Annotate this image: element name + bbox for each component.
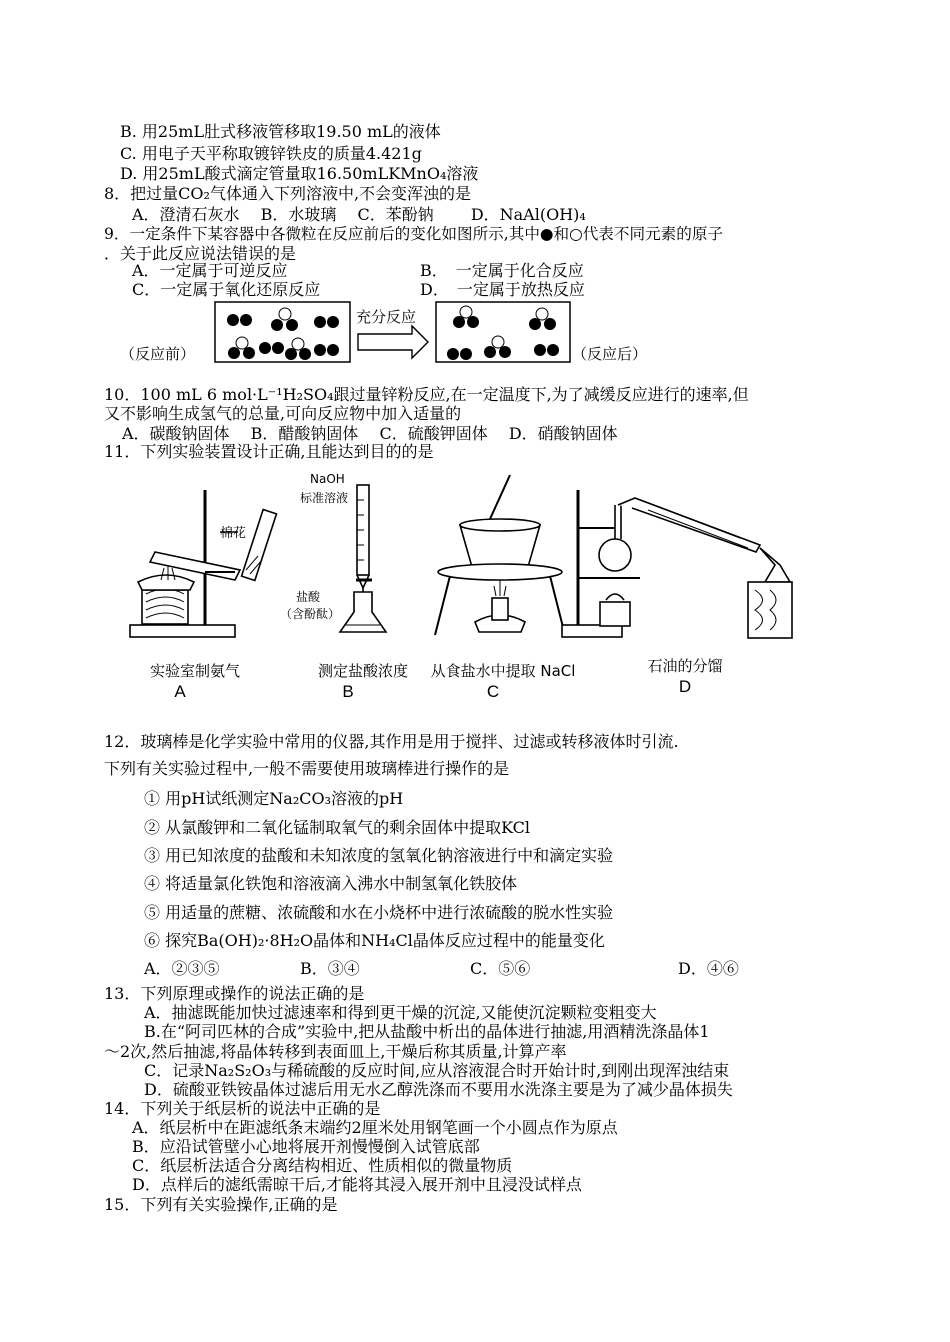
- q9-stem-2: ．关于此反应说法错误的是: [104, 244, 297, 263]
- q13-option-b-1: B.在“阿司匹林的合成”实验中,把从盐酸中析出的晶体进行抽滤,用酒精洗涤晶体1: [144, 1022, 710, 1041]
- label-naoh: NaOH: [310, 472, 345, 486]
- q7-option-b: B. 用25mL肚式移液管移取19.50 mL的液体: [120, 122, 441, 141]
- q12-option-d: D．④⑥: [678, 959, 739, 978]
- q9-option-a: A．一定属于可逆反应: [132, 261, 288, 280]
- q12-option-a: A．②③⑤: [144, 959, 220, 978]
- q13-option-c: C．记录Na₂S₂O₃与稀硫酸的反应时间,应从溶液混合时开始计时,到刚出现浑浊结束: [144, 1061, 730, 1080]
- caption-a: 实验室制氨气: [149, 662, 240, 680]
- reaction-arrow: [358, 326, 428, 358]
- q12-item-4: ④ 将适量氯化铁饱和溶液滴入沸水中制氢氧化铁胶体: [144, 874, 518, 893]
- q12-option-c: C．⑤⑥: [470, 959, 531, 978]
- q9-option-b: B． 一定属于化合反应: [420, 261, 584, 280]
- letter-a: A: [174, 682, 186, 701]
- q9-option-c: C．一定属于氧化还原反应: [132, 280, 321, 299]
- q13-stem: 13．下列原理或操作的说法正确的是: [104, 984, 365, 1003]
- q14-option-b: B．应沿试管壁小心地将展开剂慢慢倒入试管底部: [132, 1137, 480, 1156]
- apparatus-c: [435, 475, 565, 635]
- arrow-label: 充分反应: [356, 308, 417, 326]
- apparatus-svg: [120, 470, 810, 645]
- q9-stem-1: 9．一定条件下某容器中各微粒在反应前后的变化如图所示,其中●和○代表不同元素的原子: [104, 225, 724, 243]
- apparatus-a: [130, 490, 276, 637]
- q8-options: A．澄清石灰水 B．水玻璃 C．苯酚钠 D．NaAl(OH)₄: [132, 205, 586, 224]
- label-phenolphthalein: （含酚酞）: [280, 607, 341, 621]
- caption-b: 测定盐酸浓度: [317, 662, 408, 680]
- q7-option-c: C. 用电子天平称取镀锌铁皮的质量4.421g: [120, 144, 422, 163]
- before-label: （反应前）: [120, 345, 196, 363]
- q12-option-b: B．③④: [300, 959, 360, 978]
- q12-item-3: ③ 用已知浓度的盐酸和未知浓度的氢氧化钠溶液进行中和滴定实验: [144, 846, 614, 865]
- q14-option-a: A．纸层析中在距滤纸条末端约2厘米处用钢笔画一个小圆点作为原点: [132, 1118, 618, 1137]
- q14-option-d: D．点样后的滤纸需晾干后,才能将其浸入展开剂中且浸没试样点: [132, 1175, 582, 1194]
- label-standard-solution: 标准溶液: [300, 491, 349, 505]
- apparatus-d: [562, 490, 792, 638]
- q11-stem: 11．下列实验装置设计正确,且能达到目的的是: [104, 442, 434, 461]
- q12-stem-2: 下列有关实验过程中,一般不需要使用玻璃棒进行操作的是: [104, 759, 510, 778]
- q12-item-5: ⑤ 用适量的蔗糖、浓硫酸和水在小烧杯中进行浓硫酸的脱水性实验: [144, 903, 614, 922]
- q12-item-6: ⑥ 探究Ba(OH)₂·8H₂O晶体和NH₄Cl晶体反应过程中的能量变化: [144, 931, 605, 950]
- q13-option-a: A．抽滤既能加快过滤速率和得到更干燥的沉淀,又能使沉淀颗粒变粗变大: [144, 1003, 657, 1022]
- caption-d: 石油的分馏: [647, 657, 723, 675]
- q12-item-2: ② 从氯酸钾和二氧化锰制取氧气的剩余固体中提取KCl: [144, 818, 530, 837]
- caption-c: 从食盐水中提取 NaCl: [430, 662, 576, 680]
- q14-stem: 14．下列关于纸层析的说法中正确的是: [104, 1099, 381, 1118]
- label-hcl: 盐酸: [296, 590, 321, 604]
- q12-item-1: ① 用pH试纸测定Na₂CO₃溶液的pH: [144, 789, 404, 808]
- q9-option-d: D． 一定属于放热反应: [420, 280, 585, 299]
- q8-stem: 8．把过量CO₂气体通入下列溶液中,不会变浑浊的是: [104, 184, 472, 203]
- label-cotton: 棉花: [220, 526, 247, 541]
- q10-stem-2: 又不影响生成氢气的总量,可向反应物中加入适量的: [104, 404, 462, 423]
- q12-stem-1: 12．玻璃棒是化学实验中常用的仪器,其作用是用于搅拌、过滤或转移液体时引流.: [104, 732, 679, 751]
- q10-options: A．碳酸钠固体 B．醋酸钠固体 C．硫酸钾固体 D．硝酸钠固体: [122, 424, 618, 443]
- q9-reaction-diagram: [120, 298, 660, 370]
- q7-option-d: D. 用25mL酸式滴定管量取16.50mLKMnO₄溶液: [120, 164, 479, 183]
- q15-stem: 15．下列有关实验操作,正确的是: [104, 1195, 338, 1214]
- q11-apparatus-figure: [120, 470, 810, 710]
- q10-stem-1: 10．100 mL 6 mol·L⁻¹H₂SO₄跟过量锌粉反应,在一定温度下,为了减缓反应进行的速率,但: [104, 385, 749, 404]
- letter-c: C: [486, 682, 500, 701]
- letter-b: B: [342, 682, 354, 701]
- q13-option-d: D．硫酸亚铁铵晶体过滤后用无水乙醇洗涤而不要用水洗涤主要是为了减少晶体损失: [144, 1080, 733, 1099]
- q13-option-b-2: ～2次,然后抽滤,将晶体转移到表面皿上,干燥后称其质量,计算产率: [104, 1042, 567, 1061]
- letter-d: D: [678, 677, 692, 696]
- after-label: （反应后）: [572, 345, 648, 363]
- q14-option-c: C．纸层析法适合分离结构相近、性质相似的微量物质: [132, 1156, 513, 1175]
- apparatus-b: [340, 485, 386, 632]
